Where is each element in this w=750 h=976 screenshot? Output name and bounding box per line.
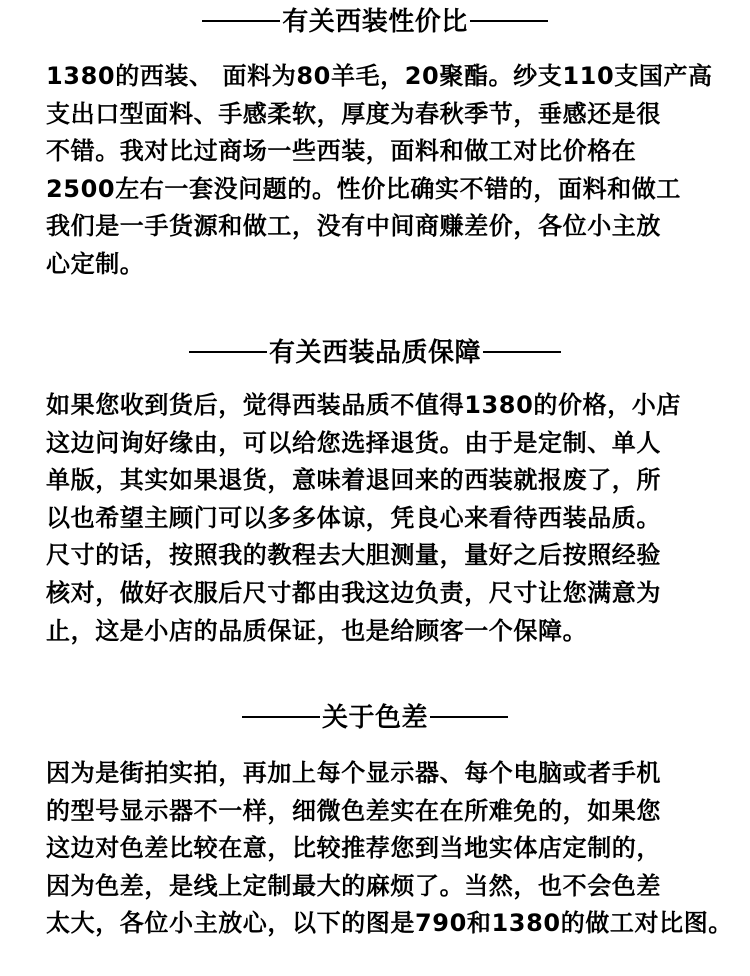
paragraph-line: 以也希望主顾门可以多多体谅，凭良心来看待西装品质。 [46,503,661,532]
section-price-value [0,7,750,284]
dash-left [242,716,320,718]
section-quality-guarantee [0,338,750,650]
dash-left [202,20,280,22]
paragraph-line: 因为是街拍实拍，再加上每个显示器、每个电脑或者手机 [46,759,661,787]
paragraph-line: 因为色差，是线上定制最大的麻烦了。当然，也不会色差 [46,871,661,900]
paragraph-line: 2500左右一套没问题的。性价比确实不错的，面料和做工 [46,174,681,203]
heading-text: 关于色差 [321,703,428,733]
paragraph-line: 单版，其实如果退货，意味着退回来的西装就报废了，所 [46,466,661,495]
section-paragraph [0,387,750,650]
dash-right [470,20,548,22]
paragraph-line: 这边问询好缘由，可以给您选择退货。由于是定制、单人 [46,428,661,457]
paragraph-line: 止，这是小店的品质保证，也是给顾客一个保障。 [46,616,588,645]
paragraph-line: 太大，各位小主放心，以下的图是790和1380的做工对比图。 [46,909,733,938]
section-heading [0,338,750,368]
paragraph-line: 心定制。 [46,249,145,278]
section-heading [0,7,750,37]
dash-right [483,351,561,353]
section-paragraph [0,58,750,284]
section-color-difference [0,703,750,943]
heading-text: 有关西装品质保障 [268,338,481,368]
paragraph-line: 如果您收到货后，觉得西装品质不值得1380的价格，小店 [46,391,681,419]
dash-right [430,716,508,718]
heading-text: 有关西装性价比 [282,7,468,37]
paragraph-line: 的型号显示器不一样，细微色差实在在所难免的，如果您 [46,796,661,825]
paragraph-line: 核对，做好衣服后尺寸都由我这边负责，尺寸让您满意为 [46,578,661,607]
paragraph-line: 1380的西装、 面料为80羊毛，20聚酯。纱支110支国产高 [46,62,713,90]
paragraph-line: 不错。我对比过商场一些西装，面料和做工对比价格在 [46,137,637,166]
paragraph-line: 支出口型面料、手感柔软，厚度为春秋季节，垂感还是很 [46,99,661,128]
paragraph-line: 我们是一手货源和做工，没有中间商赚差价，各位小主放 [46,212,661,241]
dash-left [189,351,267,353]
paragraph-line: 这边对色差比较在意，比较推荐您到当地实体店定制的， [46,834,661,863]
paragraph-line: 尺寸的话，按照我的教程去大胆测量，量好之后按照经验 [46,541,661,570]
section-heading [0,703,750,733]
section-paragraph [0,755,750,943]
